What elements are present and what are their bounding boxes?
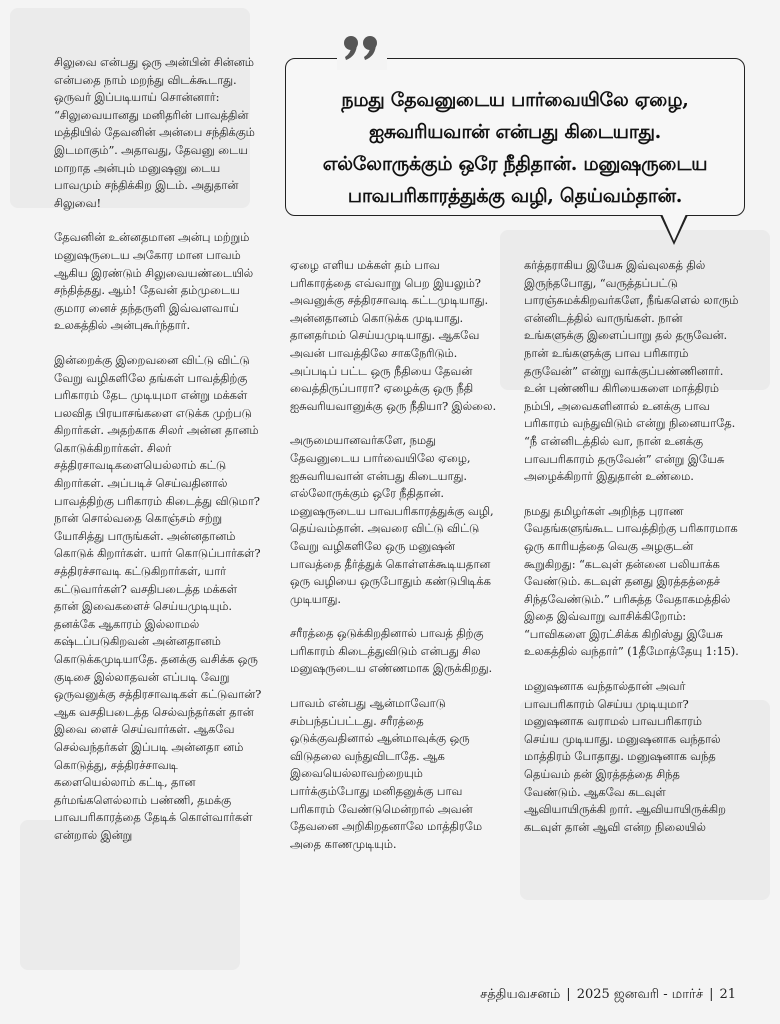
magazine-name: சத்தியவசனம் — [480, 987, 561, 1002]
page-number: 21 — [719, 987, 736, 1002]
page-footer — [480, 987, 736, 1003]
pull-quote-line: பாவபரிகாரத்துக்கு வழி, தெய்வம்தான். — [347, 185, 683, 207]
text-column-1 — [54, 54, 262, 862]
paragraph: இன்றைக்கு இறைவனை விட்டு விட்டு வேறு வழிகளிலே தங்கள் பாவத்திற்கு பரிகாரம் தேட முடியுமா என்று மக்கள் பலவித பிரயாசங்களை எடுக்க முற்படு கிறார்கள். அதற்காக சிலர் அன்ன தானம் கொடுக்கிறார்கள். சிலர் சத்திரசாவடிகளையெல்லாம் கட்டு கிறார்கள். அப்படிச் செய்வதினால் பாவத்திற்கு பரிகாரம் கிடைத்து விடுமா? நான் சொல்வதை கொஞ்சம் சற்று யோசித்து பாருங்கள். அன்னதானம் கொடுக் கிறார்கள். யார் கொடுப்பார்கள்? சத்திரச்சாவடி கட்டுகிறார்கள், யார் கட்டுவார்கள்? வசதிபடைத்த மக்கள் தான் இவைகளைச் செய்யமுடியும். தனக்கே ஆகாரம் இல்லாமல் கஷ்டப்படுகிறவன் அன்னதானம் கொடுக்கமுடியாதே. தனக்கு வசிக்க ஒரு குடிசை இல்லாதவன் எப்படி வேறு ஒருவனுக்கு சத்திரசாவடிகள் கட்டுவான்? ஆக வசதிபடைத்த செல்வந்தர்கள் தான் இவை ளைச் செய்வார்கள். ஆகவே செல்வந்தர்கள் இப்படி அன்னதா னம் கொடுத்து, சத்திரச்சாவடி களையெல்லாம் கட்டி, தான தர்மங்களெல்லாம் பண்ணி, தமக்கு பாவபரிகாரத்தை தேடிக் கொள்வார்கள் என்றால் இன்று — [54, 352, 262, 842]
footer-separator: | — [709, 987, 714, 1002]
text-column-2 — [290, 257, 500, 870]
issue-date: 2025 ஜனவரி - மார்ச் — [576, 987, 704, 1002]
pull-quote-line: எல்லோருக்கும் ஒரே நீதிதான். மனுஷருடைய — [322, 153, 708, 175]
pull-quote-text — [300, 84, 730, 212]
paragraph: சிலுவை என்பது ஒரு அன்பின் சின்னம் என்பதை நாம் மறந்து விடக்கூடாது. ஒருவர் இப்படியாய் சொன்னார்: “சிலுவையானது மனிதரின் பாவத்தின் மத்தியில் தேவனின் அன்பை சந்திக்கும் இடமாகும்”. அதாவது, தேவனு டைய மாறாத அன்பும் மனுஷனு டைய பாவமும் சந்திக்கிற இடம். அதுதான் சிலுவை! — [54, 55, 255, 210]
paragraph: மனுஷனாக வந்தால்தான் அவர் பாவபரிகாரம் செய்ய முடியுமா? மனுஷனாக வராமல் பாவபரிகாரம் செய்ய முடியாது. மனுஷனாக வந்தால் மாத்திரம் போதாது. மனுஷனாக வந்த தெய்வம் தன் இரத்தத்தை சிந்த வேண்டும். ஆகவே கடவுள் ஆவியாயிருக்கி றார். ஆவியாயிருக்கிற கடவுள் தான் ஆவி என்ற நிலையில் — [524, 679, 726, 834]
pull-quote-line: ஐசுவரியவான் என்பது கிடையாது. — [368, 121, 661, 143]
footer-separator: | — [566, 987, 571, 1002]
paragraph: தேவனின் உன்னதமான அன்பு மற்றும் மனுஷருடைய அகோர மான பாவம் ஆகிய இரண்டும் சிலுவையண்டையில் சந்தித்தது. ஆம்! தேவன் தம்முடைய குமார னைச் தந்தருளி இவ்வளவாய் உலகத்தில் அன்புகூர்ந்தார். — [54, 230, 254, 333]
paragraph: அருமையானவர்களே, நமது தேவனுடைய பார்வையிலே ஏழை, ஐசுவரியவான் என்பது கிடையாது. எல்லோருக்கும் ஒரே நீதிதான். மனுஷருடைய பாவபரிகாரத்துக்கு வழி, தெய்வம்தான். அவரை விட்டு விட்டு வேறு வழிகளிலே ஒரு மனுஷன் பாவத்தை தீர்த்துக் கொள்ளக்கூடியதான ஒரு வழியை ஒருபோதும் கண்டுபிடிக்க முடியாது. — [290, 433, 494, 606]
paragraph: கர்த்தராகிய இயேசு இவ்வுலகத் தில் இருந்தபோது, “வருத்தப்பட்டு பாரஞ்சுமக்கிறவர்களே, நீங்களெல் லாரும் என்னிடத்தில் வாருங்கள். நான் உங்களுக்கு இளைப்பாறு தல் தருவேன். நான் உங்களுக்கு பாவ பரிகாரம் தருவேன்” என்று வாக்குப்பண்ணினார். உன் புண்ணிய கிரியைகளை மாத்திரம் நம்பி, அவைகளினால் உனக்கு பாவ பரிகாரம் வந்துவிடும் என்று நினையாதே. “நீ என்னிடத்தில் வா, நான் உனக்கு பாவபரிகாரம் தருவேன்” என்று இயேசு அழைக்கிறார் இதுதான் உண்மை. — [524, 258, 739, 484]
paragraph: பாவம் என்பது ஆன்மாவோடு சம்பந்தப்பட்டது. சரீரத்தை ஒடுக்குவதினால் ஆன்மாவுக்கு ஒரு விடுதலை வந்துவிடாதே. ஆக இவையெல்லாவற்றையும் பார்க்கும்போது மனிதனுக்கு பாவ பரிகாரம் வேண்டுமென்றால் அவன் தேவனை அறிகிறதனாலே மாத்திரமே அதை காணமுடியும். — [290, 696, 483, 851]
pull-quote-line: நமது தேவனுடைய பார்வையிலே ஏழை, — [341, 89, 689, 111]
quotation-mark-icon — [337, 30, 387, 70]
paragraph: சரீரத்தை ஒடுக்கிறதினால் பாவத் திற்கு பரிகாரம் கிடைத்துவிடும் என்பது சில மனுஷருடைய எண்ணமாக இருக்கிறது. — [290, 626, 492, 676]
paragraph: ஏழை எளிய மக்கள் தம் பாவ பரிகாரத்தை எவ்வாறு பெற இயலும்? அவனுக்கு சத்திரசாவடி கட்டமுடியாது. அன்னதானம் கொடுக்க முடியாது. தானதர்மம் செய்யமுடியாது. ஆகவே அவன் பாவத்திலே சாகநேரிடும். அப்படிப் பட்ட ஒரு நீதியை தேவன் வைத்திருப்பாரா? ஏழைக்கு ஒரு நீதி ஐசுவரியவானுக்கு ஒரு நீதியா? இல்லை. — [290, 258, 496, 413]
pull-quote-tail-fill — [662, 214, 686, 241]
paragraph: நமது தமிழர்கள் அறிந்த புராண வேதங்களுங்கூட பாவத்திற்கு பரிகாரமாக ஒரு காரியத்தை வெகு அழகுடன் கூறுகிறது: “கடவுள் தன்னை பலியாக்க வேண்டும். கடவுள் தனது இரத்தத்தைச் சிந்தவேண்டும்.” பரிசுத்த வேதாகமத்தில் இதை இவ்வாறு வாசிக்கிறோம்: “பாவிகளை இரட்சிக்க கிறிஸ்து இயேசு உலகத்தில் வந்தார்” (1தீமோத்தேயு 1:15). — [524, 503, 739, 659]
text-column-3 — [524, 257, 739, 853]
